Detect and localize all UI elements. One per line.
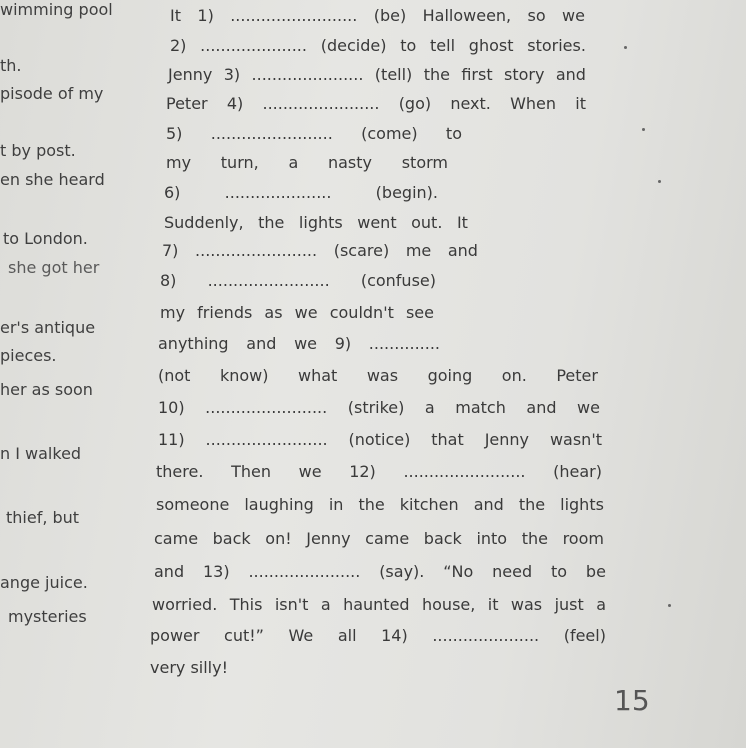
exercise-line: worried. This isn't a haunted house, it was just a [152, 595, 606, 614]
left-line: thief, but [6, 508, 80, 527]
exercise-line: someone laughing in the kitchen and the lights [156, 495, 604, 514]
exercise-line: my friends as we couldn't see [160, 303, 434, 322]
exercise-line: Jenny 3) ...................... (tell) the first story and [168, 65, 586, 84]
left-line: to London. [3, 229, 88, 248]
paper-speck [658, 180, 661, 183]
left-line: wimming pool [0, 0, 113, 19]
page-number: 15 [614, 684, 650, 717]
exercise-line: power cut!” We all 14) ..................... (feel) [150, 626, 606, 645]
exercise-line: and 13) ...................... (say). “No need to be [154, 562, 606, 581]
exercise-line: 10) ........................ (strike) a match and we [158, 398, 600, 417]
paper-speck [668, 604, 671, 607]
exercise-line: It 1) ......................... (be) Halloween, so we [170, 6, 585, 25]
left-line: she got her [8, 258, 100, 277]
exercise-line: 5) ........................ (come) to [166, 124, 462, 143]
exercise-line: very silly! [150, 658, 228, 677]
left-line: er's antique [0, 318, 96, 337]
left-line: n I walked [0, 444, 82, 463]
exercise-line: my turn, a nasty storm [166, 153, 448, 172]
left-line: her as soon [0, 380, 93, 399]
exercise-line: 8) ........................ (confuse) [160, 271, 436, 290]
left-line: en she heard [0, 170, 105, 189]
exercise-line: 7) ........................ (scare) me and [162, 241, 478, 260]
left-line: t by post. [0, 141, 76, 160]
exercise-line: came back on! Jenny came back into the room [154, 529, 604, 548]
exercise-line: 2) ..................... (decide) to tell ghost stories. [170, 36, 586, 55]
paper-speck [642, 128, 645, 131]
exercise-line: there. Then we 12) ........................ (hear) [156, 462, 602, 481]
left-line: pieces. [0, 346, 57, 365]
exercise-line: 6) ..................... (begin). [164, 183, 438, 202]
left-line: pisode of my [0, 84, 104, 103]
left-line: mysteries [8, 607, 87, 626]
exercise-line: 11) ........................ (notice) that Jenny wasn't [158, 430, 602, 449]
paper-speck [624, 46, 627, 49]
left-line: ange juice. [0, 573, 88, 592]
exercise-line: (not know) what was going on. Peter [158, 366, 598, 385]
left-line: th. [0, 56, 22, 75]
exercise-line: anything and we 9) .............. [158, 334, 440, 353]
exercise-line: Suddenly, the lights went out. It [164, 213, 468, 232]
exercise-line: Peter 4) ....................... (go) next. When it [166, 94, 586, 113]
